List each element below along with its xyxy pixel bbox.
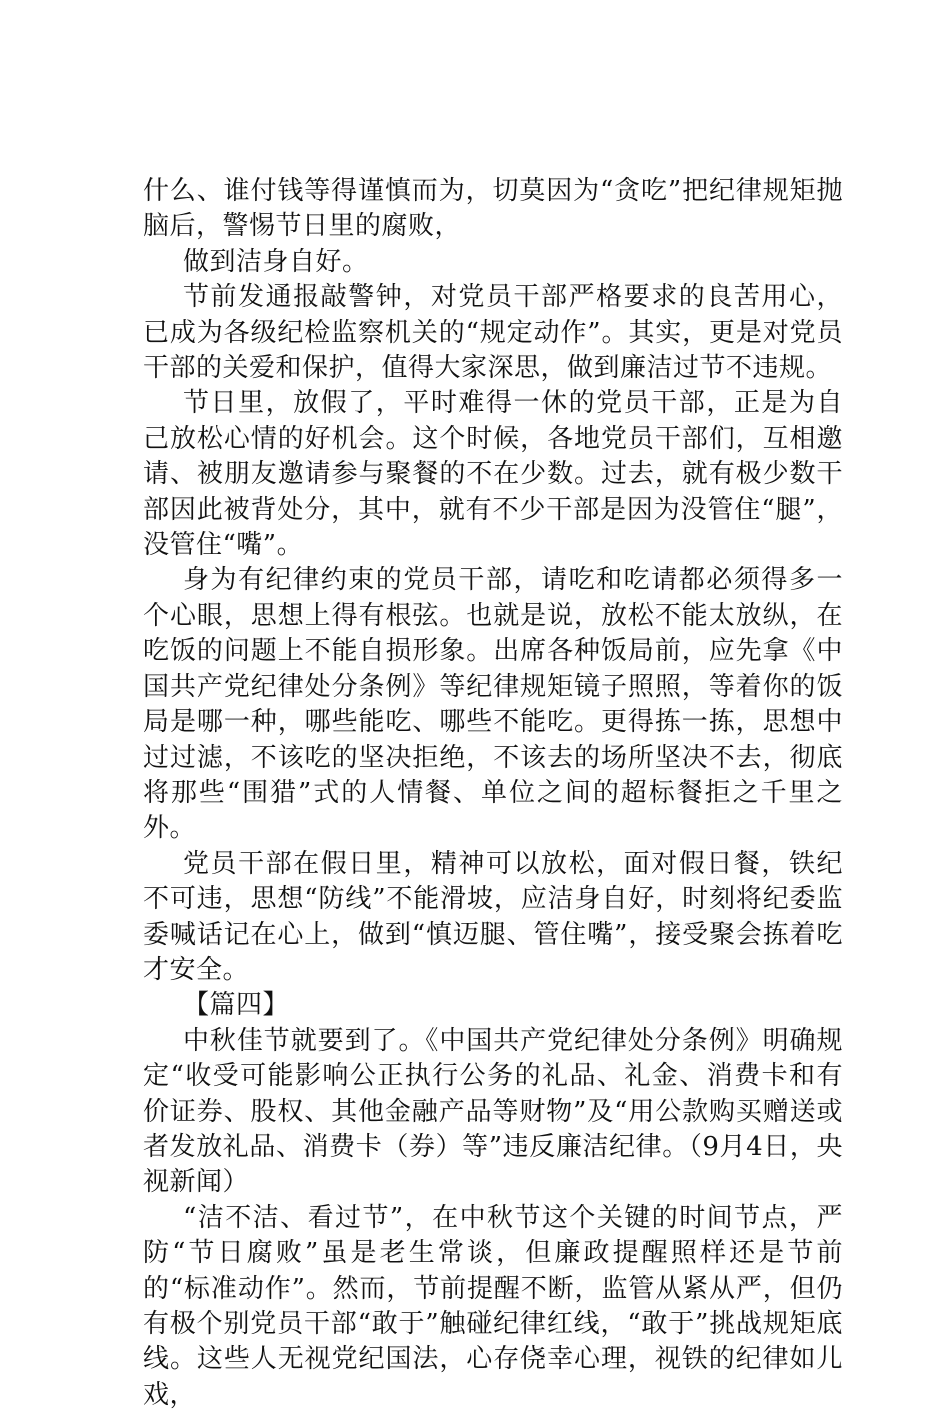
paragraph-3: 节前发通报敲警钟，对党员干部严格要求的良苦用心，已成为各级纪检监察机关的“规定动作”。其实，更是对党员干部的关爱和保护，值得大家深思，做到廉洁过节不违规。	[143, 282, 843, 384]
paragraph-8: “洁不洁、看过节”，在中秋节这个关键的时间节点，严防“节日腐败”虽是老生常谈，但廉政提醒照样还是节前的“标准动作”。然而，节前提醒不断，监管从紧从严，但仍有极个别党员干部“敢于”触碰纪律红线，“敢于”挑战规矩底线。这些人无视党纪国法，心存侥幸心理，视铁的纪律如儿戏，	[143, 1202, 843, 1410]
document-body	[143, 174, 843, 1413]
section-heading: 【篇四】	[183, 990, 290, 1021]
paragraph-4: 节日里，放假了，平时难得一休的党员干部，正是为自己放松心情的好机会。这个时候，各地党员干部们，互相邀请、被朋友邀请参与聚餐的不在少数。过去，就有极少数干部因此被背处分，其中，就有不少干部是因为没管住“腿”，没管住“嘴”。	[143, 388, 843, 561]
paragraph-2: 做到洁身自好。	[183, 246, 369, 277]
paragraph-6: 党员干部在假日里，精神可以放松，面对假日餐，铁纪不可违，思想“防线”不能滑坡，应洁身自好，时刻将纪委监委喊话记在心上，做到“慎迈腿、管住嘴”，接受聚会拣着吃才安全。	[143, 848, 843, 985]
paragraph-1: 什么、谁付钱等得谨慎而为，切莫因为“贪吃”把纪律规矩抛脑后，警惕节日里的腐败，	[143, 176, 843, 242]
paragraph-7: 中秋佳节就要到了。《中国共产党纪律处分条例》明确规定“收受可能影响公正执行公务的礼品、礼金、消费卡和有价证券、股权、其他金融产品等财物”及“用公款购买赠送或者发放礼品、消费卡（券）等”违反廉洁纪律。（9月4日，央视新闻）	[143, 1025, 843, 1198]
paragraph-5: 身为有纪律约束的党员干部，请吃和吃请都必须得多一个心眼，思想上得有根弦。也就是说，放松不能太放纵，在吃饭的问题上不能自损形象。出席各种饭局前，应先拿《中国共产党纪律处分条例》等纪律规矩镜子照照，等着你的饭局是哪一种，哪些能吃、哪些不能吃。更得拣一拣，思想中过过滤，不该吃的坚决拒绝，不该去的场所坚决不去，彻底将那些“围猎”式的人情餐、单位之间的超标餐拒之千里之外。	[143, 565, 843, 844]
